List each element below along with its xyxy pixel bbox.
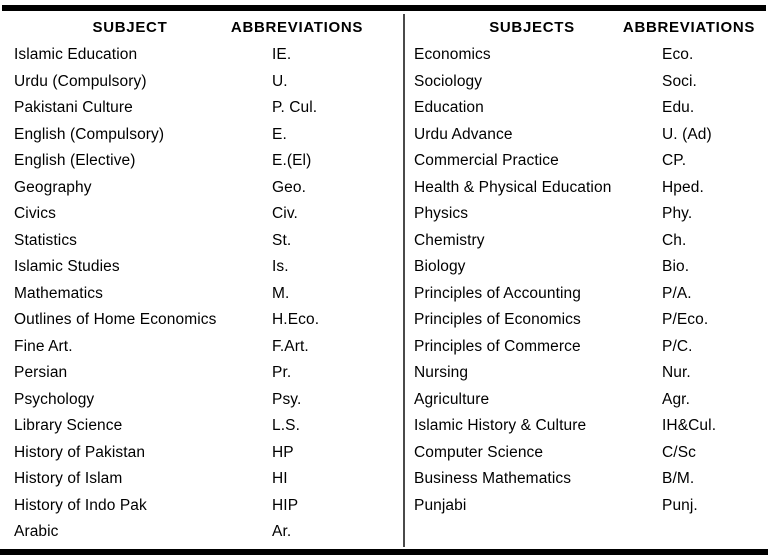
subject-name: Pakistani Culture (14, 99, 133, 116)
subject-name: Library Science (14, 417, 123, 434)
subject-abbreviation: P. Cul. (272, 99, 318, 116)
subject-abbreviation: CP. (662, 152, 687, 169)
table-row (2, 440, 400, 467)
subject-abbreviation: IE. (272, 46, 292, 63)
table-row (2, 493, 400, 520)
subject-abbreviation: Punj. (662, 496, 698, 514)
subject-abbreviation: Nur. (662, 364, 691, 381)
subject-abbreviation: P/Eco. (662, 311, 709, 328)
table-row (2, 466, 400, 493)
subject-name: Urdu Advance (414, 125, 513, 143)
table-row (410, 440, 766, 467)
subject-abbreviation: Ar. (272, 523, 292, 540)
subject-name: Urdu (Compulsory) (14, 72, 147, 90)
table-row (410, 413, 766, 440)
table-row (2, 387, 400, 414)
table-row (410, 95, 766, 122)
subject-name: Commercial Practice (414, 152, 559, 169)
table-row (2, 281, 400, 308)
subject-abbreviation: C/Sc (662, 443, 696, 461)
column-header-subject: SUBJECT (92, 19, 168, 36)
subject-abbreviation: E.(El) (272, 152, 312, 169)
subject-name: Mathematics (14, 284, 103, 302)
subject-abbreviation: B/M. (662, 470, 695, 487)
table-row (410, 334, 766, 361)
subject-name: Outlines of Home Economics (14, 311, 217, 328)
table-header-row (2, 14, 400, 42)
subject-name: Economics (414, 46, 491, 63)
table-row (410, 360, 766, 387)
subject-name: Statistics (14, 231, 78, 249)
table-row (2, 201, 400, 228)
table-row (410, 201, 766, 228)
table-row (2, 175, 400, 202)
table-row (2, 519, 400, 546)
right-table-body (410, 42, 766, 519)
table-row (2, 148, 400, 175)
table-row (410, 254, 766, 281)
subject-name: Punjabi (414, 496, 467, 514)
subject-name: Business Mathematics (414, 470, 572, 487)
right-subject-table (410, 14, 766, 548)
subject-name: Principles of Commerce (414, 337, 581, 355)
table-row (410, 148, 766, 175)
subject-abbreviation: U. (Ad) (662, 125, 712, 143)
subject-abbreviation: E. (272, 125, 287, 143)
subject-name: English (Elective) (14, 152, 136, 169)
subject-name: Biology (414, 258, 466, 275)
subject-name: History of Pakistan (14, 443, 146, 461)
subject-name: Islamic Studies (14, 258, 120, 275)
table-row (2, 334, 400, 361)
table-row (410, 122, 766, 149)
subject-abbreviation: Ch. (662, 231, 687, 249)
subject-abbreviation: Bio. (662, 258, 690, 275)
table-row (410, 228, 766, 255)
subject-abbreviation: Hped. (662, 178, 704, 196)
subject-name: Fine Art. (14, 337, 73, 355)
left-table-body (2, 42, 400, 546)
subject-abbreviation: HIP (272, 496, 299, 514)
subject-name: Education (414, 99, 484, 116)
subject-abbreviation: L.S. (272, 417, 300, 434)
table-row (2, 42, 400, 69)
subject-name: Persian (14, 364, 68, 381)
subject-name: Geography (14, 178, 92, 196)
subject-name: Sociology (414, 72, 483, 90)
subject-name: History of Islam (14, 470, 123, 487)
subject-name: Nursing (414, 364, 469, 381)
table-row (410, 493, 766, 520)
table-row (2, 413, 400, 440)
subject-name: English (Compulsory) (14, 125, 165, 143)
subject-name: History of Indo Pak (14, 496, 147, 514)
subject-abbreviation: HP (272, 443, 294, 461)
subject-name: Physics (414, 205, 469, 222)
table-row (2, 228, 400, 255)
table-row (2, 307, 400, 334)
subject-abbreviation: St. (272, 231, 292, 249)
table-row (410, 42, 766, 69)
subject-abbreviation: H.Eco. (272, 311, 320, 328)
subject-abbreviation: P/A. (662, 284, 692, 302)
table-row (410, 69, 766, 96)
table-row (410, 387, 766, 414)
table-bottom-rule (0, 549, 768, 555)
subject-name: Arabic (14, 523, 59, 540)
subject-name: Islamic History & Culture (414, 417, 587, 434)
left-subject-table (2, 14, 400, 548)
subject-abbreviation: Soci. (662, 72, 697, 90)
subject-abbreviation: U. (272, 72, 288, 90)
column-divider (403, 14, 405, 547)
subject-abbreviation: Psy. (272, 390, 302, 408)
subject-abbreviation: Civ. (272, 205, 298, 222)
table-row (2, 254, 400, 281)
column-header-abbreviation: ABBREVIATIONS (622, 19, 756, 36)
subject-name: Civics (14, 205, 56, 222)
table-row (410, 307, 766, 334)
subject-name: Agriculture (414, 390, 490, 408)
subject-abbreviation: HI (272, 470, 288, 487)
subject-abbreviation: IH&Cul. (662, 417, 717, 434)
subject-abbreviation: Phy. (662, 205, 693, 222)
subject-name: Health & Physical Education (414, 178, 612, 196)
subject-abbreviation: F.Art. (272, 337, 309, 355)
subject-abbreviation: Geo. (272, 178, 307, 196)
subject-abbreviation: Pr. (272, 364, 292, 381)
table-row (410, 466, 766, 493)
column-header-abbreviation: ABBREVIATIONS (230, 19, 364, 36)
subject-abbreviation: P/C. (662, 337, 693, 355)
subject-name: Chemistry (414, 231, 485, 249)
column-header-subject: SUBJECTS (489, 19, 575, 36)
subject-name: Principles of Economics (414, 311, 581, 328)
subject-abbreviation: Edu. (662, 99, 695, 116)
subject-abbreviation: M. (272, 284, 290, 302)
table-row (2, 122, 400, 149)
table-top-rule (2, 5, 766, 11)
table-row (410, 175, 766, 202)
subject-name: Principles of Accounting (414, 284, 581, 302)
subject-name: Islamic Education (14, 46, 138, 63)
table-row (410, 281, 766, 308)
subject-abbreviation: Agr. (662, 390, 690, 408)
subject-abbreviation: Is. (272, 258, 289, 275)
table-row (2, 69, 400, 96)
subject-abbreviation: Eco. (662, 46, 694, 63)
table-row (2, 360, 400, 387)
subject-name: Computer Science (414, 443, 544, 461)
subject-name: Psychology (14, 390, 95, 408)
table-header-row (410, 14, 766, 42)
table-row (2, 95, 400, 122)
